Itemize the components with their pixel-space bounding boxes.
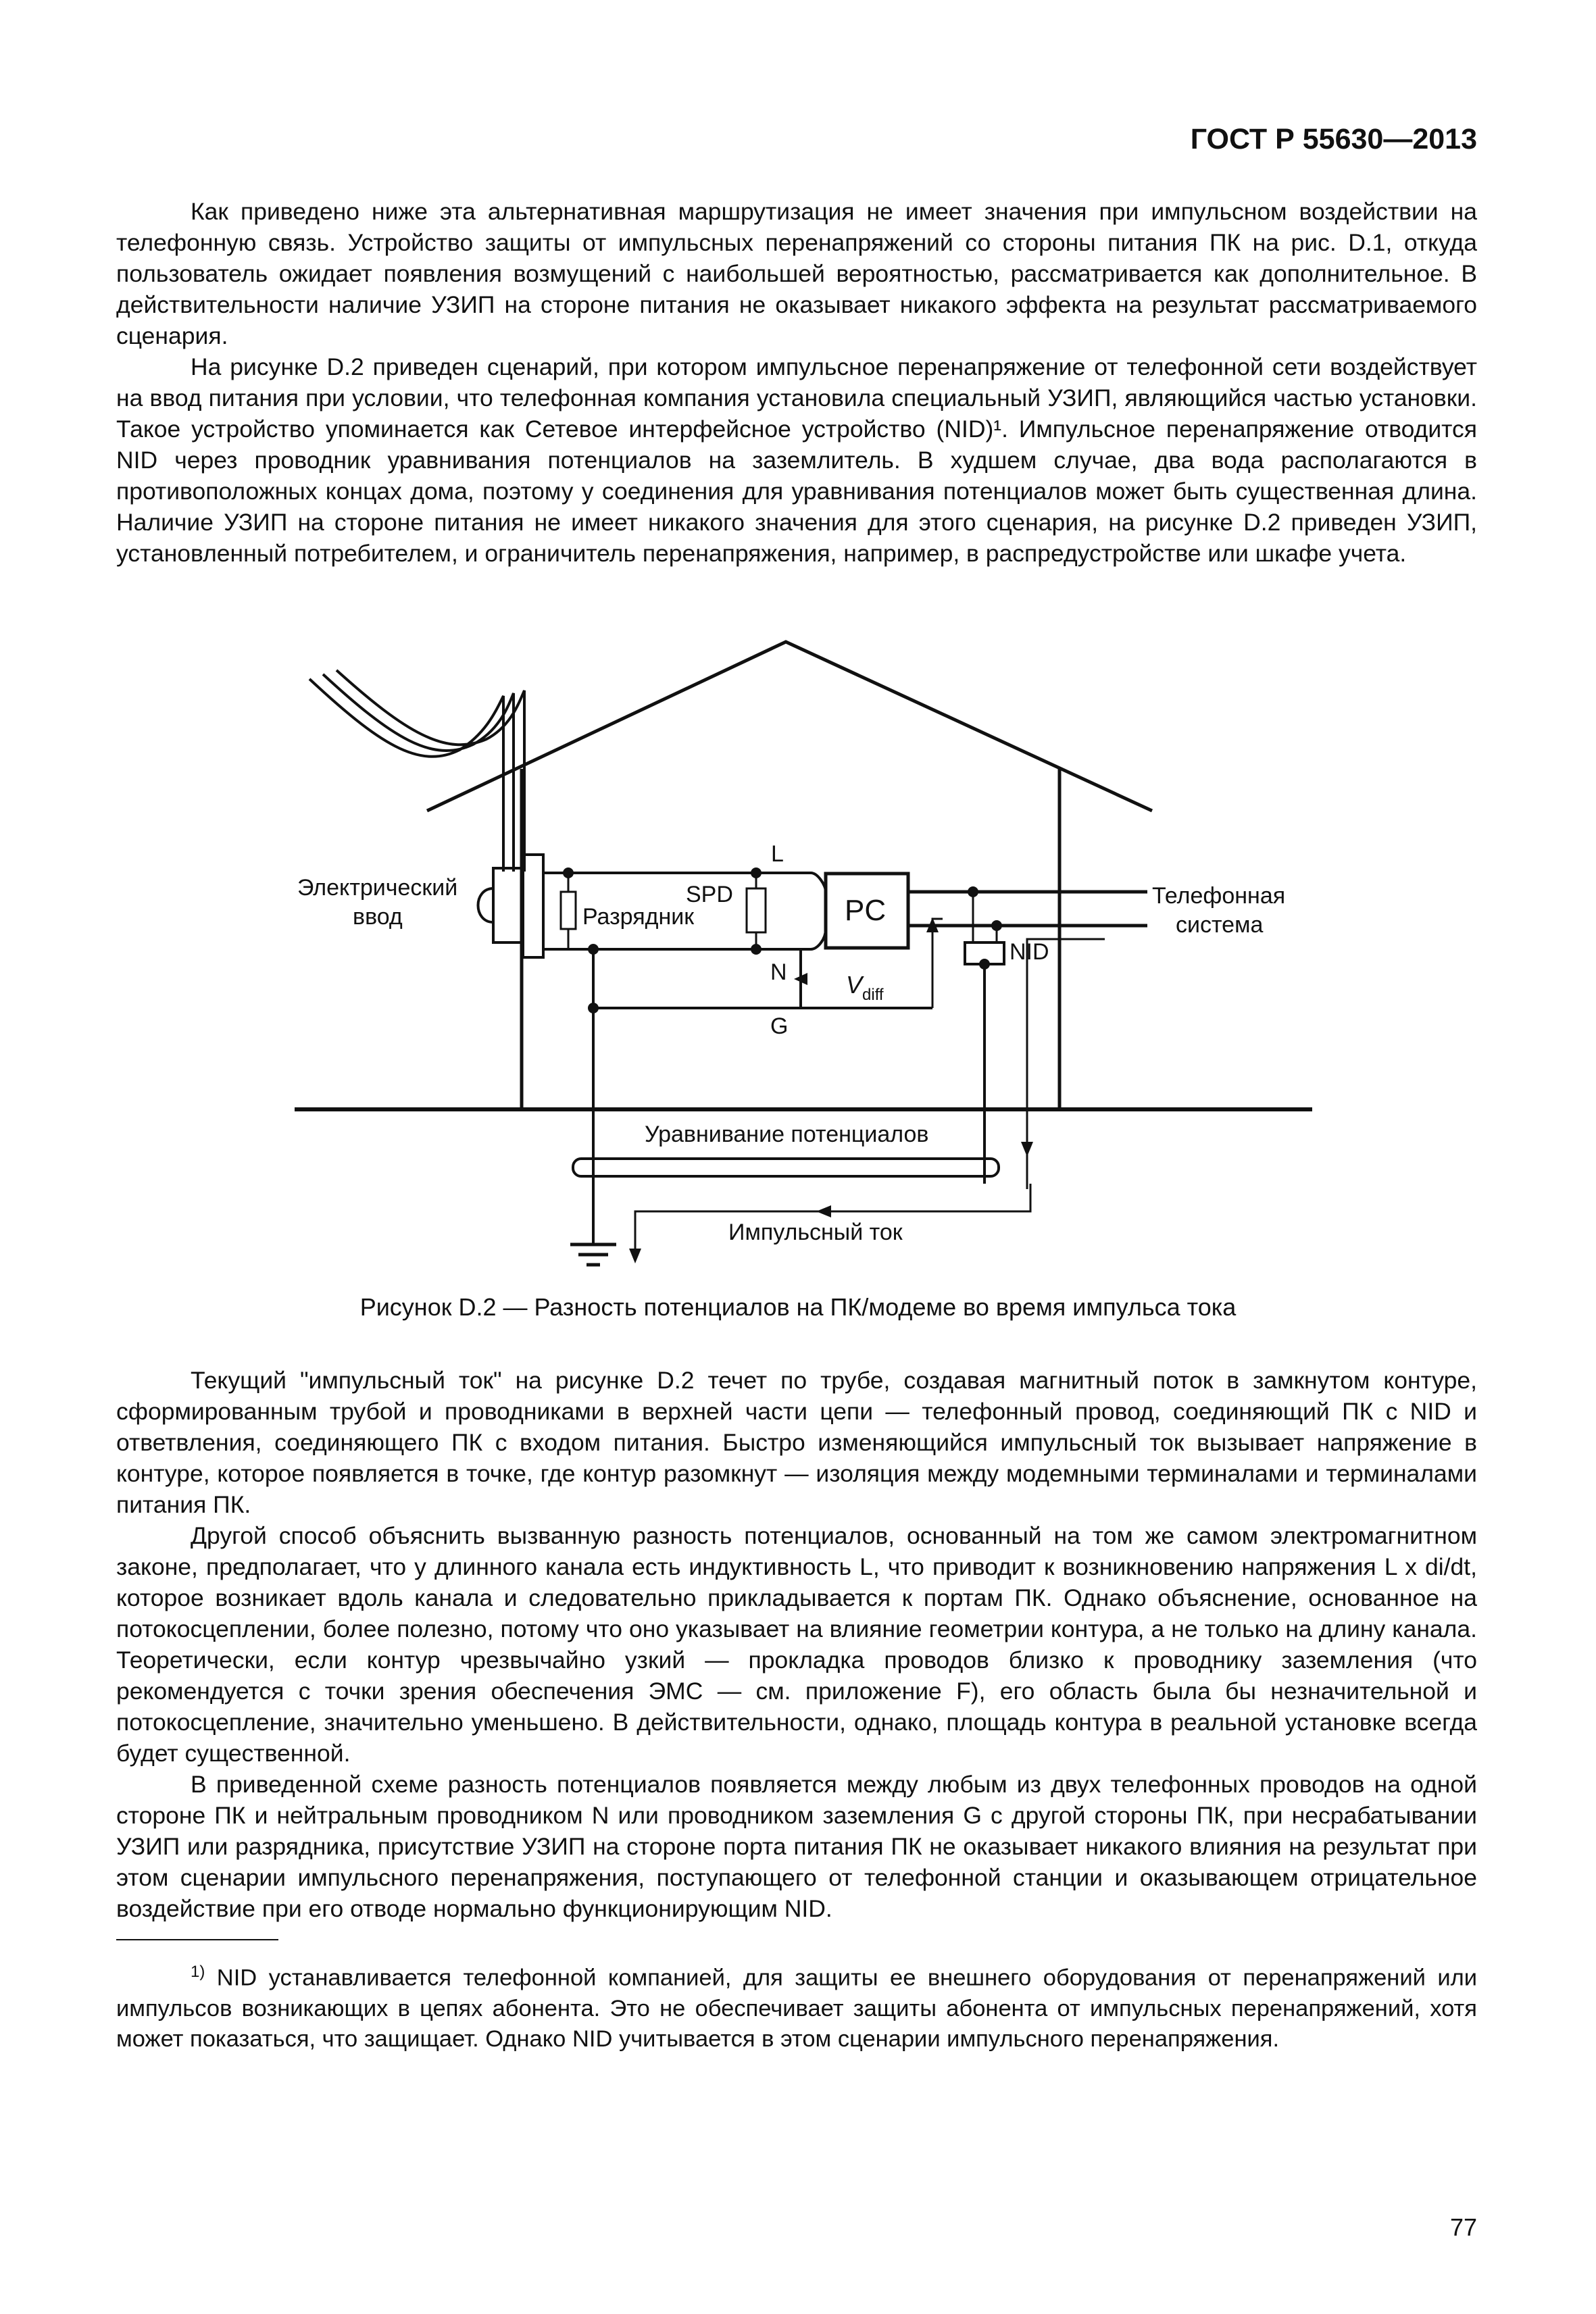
overhead-cable (309, 679, 503, 872)
label-phone-system: система (1176, 912, 1264, 938)
power-entry-panel (523, 855, 543, 957)
text-block-bottom (116, 1365, 1477, 1924)
junction-dot (563, 867, 574, 878)
junction-dot (979, 959, 990, 970)
spd-varistor (747, 888, 766, 932)
paragraph: Другой способ объяснить вызванную разность потенциалов, основанный на том же самом электромагнитном законе, предполагает, что у длинного канала есть индуктивность L, что приводит к возникновению напряжения L x di/dt, которое возникает вдоль канала и следовательно прикладывается к портам ПК. Однако объяснение, основанное на потокосцеплении, более полезно, потому что оно указывает на влияние геометрии контура, а не только на длину канала. Теоретически, если контур чрезвычайно узкий — прокладка проводов близко к проводнику заземления (что рекомендуется с точки зрения обеспечения ЭМС — см. приложение F), его область была бы незначительной и потокосцепление, значительно уменьшено. В действительности, однако, площадь контура в реальной установке всегда будет существенной. (116, 1522, 1477, 1767)
footnote-text: NID устанавливается телефонной компанией, для защиты ее внешнего оборудования от перенапряжений или импульсов возникающих в цепях абонента. Это не обеспечивает защиты абонента от импульсных перенапряжений, хотя может показаться, что защищает. Однако NID учитывается в этом сценарии импульсного перенапряжения. (116, 1965, 1477, 2052)
label-pc: PC (845, 894, 887, 927)
label-power-entry: Электрический (297, 875, 458, 901)
label-arrester: Разрядник (582, 904, 695, 930)
junction-dot (968, 886, 978, 897)
arrow-left-icon (816, 1205, 831, 1217)
overhead-cable (323, 674, 514, 872)
junction-dot (751, 944, 762, 955)
label-N: N (770, 959, 787, 985)
label-bonding: Уравнивание потенциалов (645, 1122, 929, 1147)
arrester (561, 892, 576, 929)
document-header: ГОСТ Р 55630—2013 (1190, 123, 1477, 155)
label-L: L (771, 841, 784, 867)
page-number: 77 (1449, 2213, 1477, 2241)
figure-caption: Рисунок D.2 — Разность потенциалов на ПК/модеме во время импульса тока (359, 1293, 1237, 1321)
footnote-marker: 1) (191, 1963, 205, 1981)
label-G: G (770, 1013, 789, 1039)
label-surge-current: Импульсный ток (728, 1219, 903, 1245)
junction-dot (991, 920, 1002, 931)
house-roof (427, 642, 1152, 811)
footnote-rule (116, 1939, 278, 1940)
bonding-pipe (573, 1159, 999, 1176)
junction-dot (751, 867, 762, 878)
surge-current-path (1027, 939, 1105, 1189)
label-power-entry: ввод (353, 904, 403, 930)
junction-dot (588, 1003, 599, 1013)
label-nid: NID (1009, 939, 1049, 965)
paragraph: На рисунке D.2 приведен сценарий, при котором импульсное перенапряжение от телефонной сети воздействует на ввод питания при условии, что телефонная компания установила специальный УЗИП, являющийся частью установки. Такое устройство упоминается как Сетевое интерфейсное устройство (NID)¹. Импульсное перенапряжение отводится NID через проводник уравнивания потенциалов на заземлитель. В худшем случае, два вода располагаются в противоположных концах дома, поэтому у соединения для уравнивания потенциалов может быть существенная длина. Наличие УЗИП на стороне питания не имеет никакого значения для этого сценария, на рисунке D.2 приведен УЗИП, установленный потребителем, и ограничитель перенапряжения, например, в распредустройстве или шкафе учета. (116, 353, 1477, 567)
arrow-down-icon (1021, 1142, 1033, 1157)
arrow-down-icon (629, 1249, 641, 1263)
overhead-cable (336, 670, 524, 872)
label-spd: SPD (686, 882, 733, 907)
paragraph: В приведенной схеме разность потенциалов появляется между любым из двух телефонных проводов на одной стороне ПК и нейтральным проводником N или проводником заземления G с другой стороны ПК, при несрабатывании УЗИП или разрядника, присутствие УЗИП на стороне порта питания ПК не оказывает никакого влияния на результат при этом сценарии импульсного перенапряжения, поступающего от телефонной станции и оказывающем отрицательное воздействие при его отводе нормально функционирующим NID. (116, 1771, 1477, 1922)
junction-dot (588, 944, 599, 955)
paragraph: Текущий "импульсный ток" на рисунке D.2 течет по трубе, создавая магнитный поток в замкнутом контуре, сформированным трубой и проводниками в верхней части цепи — телефонный провод, соединяющий ПК с NID и ответвления, соединяющего ПК с входом питания. Быстро изменяющийся импульсный ток вызывает напряжение в контуре, которое появляется в точке, где контур разомкнут — изоляция между модемными терминалами и терминалами питания ПК. (116, 1367, 1477, 1518)
label-phone-system: Телефонная (1152, 883, 1286, 909)
footnote (116, 1957, 1477, 2055)
label-vdiff: $V_{diff}$ (846, 971, 884, 1004)
power-entry-plug (478, 888, 494, 922)
ground-symbol (570, 1244, 616, 1265)
power-entry-meter (493, 868, 523, 942)
paragraph: Как приведено ниже эта альтернативная маршрутизация не имеет значения при импульсном воздействии на телефонную связь. Устройство защиты от импульсных перенапряжений со стороны питания ПК на рис. D.1, откуда пользователь ожидает появления возмущений с наибольшей вероятностью, рассматривается как дополнительное. В действительности наличие УЗИП на стороне питания не оказывает никакого эффекта на результат рассматриваемого сценария. (116, 198, 1477, 349)
